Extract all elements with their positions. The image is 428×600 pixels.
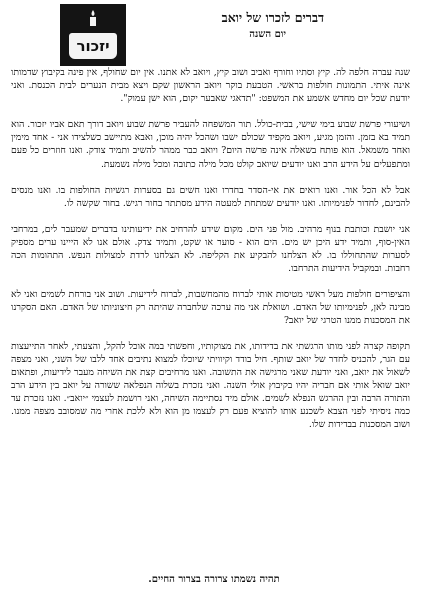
- document-subtitle: יום השנה: [249, 29, 286, 40]
- paragraph-4: אני יושבת וכותבת בנוף מרהיב. מול פני הים. מקום שידע להרחיב את ידיעותינו בדברים שמעבר לים, במרחבי האין-סוף, ותמיד ידע היכן יש מים. הים הוא - סוער או שקט, ותמיד צדק. אולם אנו לא הייינו ערים מספיק לסערות שהתחוללו בו. לא הצלחנו להבקיע את הקליפה. לא הצלחנו לרדת למצולות הנפש. התהומות הכה רחבות. ובמקביל הידיעות התרחבו.: [11, 223, 410, 275]
- paragraph-1: שנה עברה חלפה לה. קיץ וסתיו וחורף ואביב ושוב קיץ, ויואב לא אתנו. אין יום שחולף, אין פינה בקיבוץ שדמותו אינה איתי. התמונות חולפות בראשי. הטבעת בוקר ויואב הראשון שקם ויצא מבית הנערים לבית הכנסת. ואני יודעת שכל יום מחדש אשמע את המשפט: "תדאגי שאבער יקום, הוא ישן עמוק".: [11, 67, 410, 105]
- document-title: דברים לזכרו של יואב: [221, 10, 324, 25]
- memorial-text-body: [11, 66, 410, 444]
- emblem-text: יזכור: [76, 37, 110, 55]
- paragraph-3: אבל לא הכל אור. ואנו רואים את אי-הסדר בחדרו ואנו חשים גם בסערות רגשיות החולפות בו. ואנו מנסים להבינם, לחדור לפנימיותו. ואנו יודעים שמתחת למעטה הידע מסתתר בחור רגיש. בחור שקשה לו.: [11, 184, 410, 209]
- yizkor-emblem: [60, 4, 126, 66]
- paragraph-2: ושיעורי פרשת שבוע בימי שישי, בבית-כולל. תור המשפחה להעביר פרשת שבוע ויואב דורך תאם אביו יזכור. הוא תמיד בא בזמן. והזמן מגיע, ויואב מקפיד שכולם ישבו ושהכל יהיה מוכן, ואבא מתיישב כשלצידו אני - אחד מימין ואחד משמאל. הוא פותח בשאלה אינה פרשה היום? ויואב כבר ממהר להשיב ותמיד צודק. ואנו חוזרים כל פעם ומתפעלים על הידע הרב ואנו יודעים שיואב קולט מכל מילה כתובה ומכל מילה נשמעת.: [11, 119, 410, 170]
- emblem-plate: [69, 33, 117, 59]
- closing-blessing: תהיה נשמתו צרורה בצרור החיים.: [148, 574, 280, 585]
- paragraph-5: והציפורים חולפות מעל ראשי מטיסות אותי לברוח מהמחשבות, לברוח לידיעות. ושוב אני בורחת לשמים ואני לא מבינה לאן, לפנימיותו של האדם. ושואלת אני מה ערכה שלחברה שהיתה רק חיצוניותו של האדם. האם הסקרנו את המסכנות ממנו הטרגי של יואב?: [11, 289, 410, 327]
- memorial-candle-icon: [84, 9, 102, 27]
- paragraph-6: תקופה קצרה לפני מותו הרגשתי את בדידותו, את מצוקותיו, וחפשתי במה אוכל להקל, והצעתי, לאחר התייעצות עם הגר, להכניס לחדר של יואב שותף. חיל בודד וקיוויתי שיוכלו למצוא נתיבים אחד ללבו של השני, ואני מצפה לשאול את יואב, ואני יודעת שאני מרגישה את התשובה. ואנו מרחיבים קצת את השיחה מעבר לידיעות, ופתאום יואב שואל אותי אם חבריה יהיו בקיבוץ אולי השנה. ואני נזכרת בשלוה הנפלאה ששורה על יואב בין הידע הרב והתורה הרבה ובין ההרגש הנפלא לשמים. אולם מיד נסתיימה השיחה, ואני רושמת לעצמי ״יואב״. ואנו נזכרת עד כמה ניסיתי לפני הצבא לשכנע אותו להוציא פעם רק לעצמו מן הוא ולא ללכת אחרי מה שמסובב מצפה ממנו. ושוב המסכנות בבדידות שלו.: [11, 340, 410, 431]
